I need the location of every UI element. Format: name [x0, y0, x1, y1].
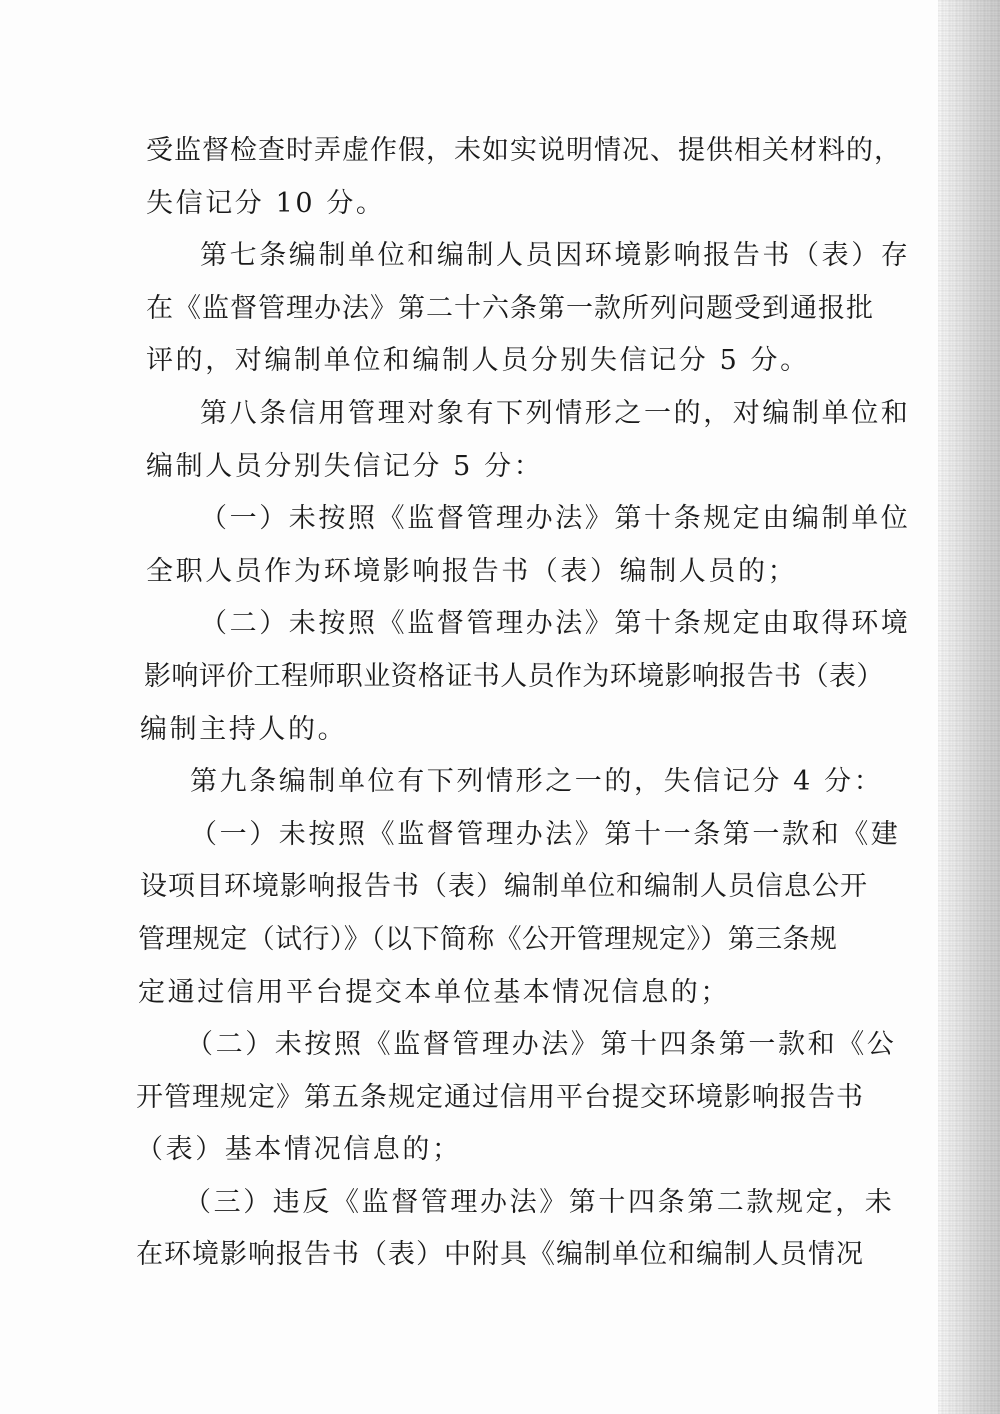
- text-line: （二）未按照《监督管理办法》第十四条第一款和《公: [186, 1029, 897, 1061]
- text-line: （表）基本情况信息的；: [136, 1134, 462, 1166]
- text-line: （一）未按照《监督管理办法》第十条规定由编制单位: [200, 503, 911, 535]
- scan-edge-noise: [938, 0, 1000, 1414]
- text-line: （一）未按照《监督管理办法》第十一条第一款和《建: [190, 818, 901, 850]
- text-line: 评的，对编制单位和编制人员分别失信记分 5 分。: [146, 345, 810, 377]
- text-line: 受监督检查时弄虚作假，未如实说明情况、提供相关材料的，: [146, 135, 902, 166]
- text-line: 第七条编制单位和编制人员因环境影响报告书（表）存: [200, 240, 911, 272]
- text-line: 编制主持人的。: [140, 713, 348, 745]
- text-line: 在环境影响报告书（表）中附具《编制单位和编制人员情况: [136, 1239, 864, 1271]
- text-line: （二）未按照《监督管理办法》第十条规定由取得环境: [200, 608, 911, 640]
- text-line: 管理规定（试行）》（以下简称《公开管理规定》）第三条规: [138, 923, 838, 955]
- text-line: 影响评价工程师职业资格证书人员作为环境影响报告书（表）: [144, 660, 884, 692]
- text-line: 失信记分 10 分。: [146, 187, 386, 219]
- text-line: 定通过信用平台提交本单位基本情况信息的；: [138, 976, 730, 1008]
- text-line: 编制人员分别失信记分 5 分：: [146, 450, 544, 482]
- text-line: 全职人员作为环境影响报告书（表）编制人员的；: [146, 555, 798, 587]
- text-line: 开管理规定》第五条规定通过信用平台提交环境影响报告书: [136, 1081, 864, 1113]
- text-line: 在《监督管理办法》第二十六条第一款所列问题受到通报批: [146, 292, 874, 324]
- text-line: （三）违反《监督管理办法》第十四条第二款规定，未: [184, 1186, 895, 1218]
- text-line: 第九条编制单位有下列情形之一的，失信记分 4 分：: [190, 766, 884, 798]
- text-line: 设项目环境影响报告书（表）编制单位和编制人员信息公开: [140, 871, 868, 903]
- text-line: 第八条信用管理对象有下列情形之一的，对编制单位和: [200, 397, 911, 429]
- document-body: [136, 125, 911, 1282]
